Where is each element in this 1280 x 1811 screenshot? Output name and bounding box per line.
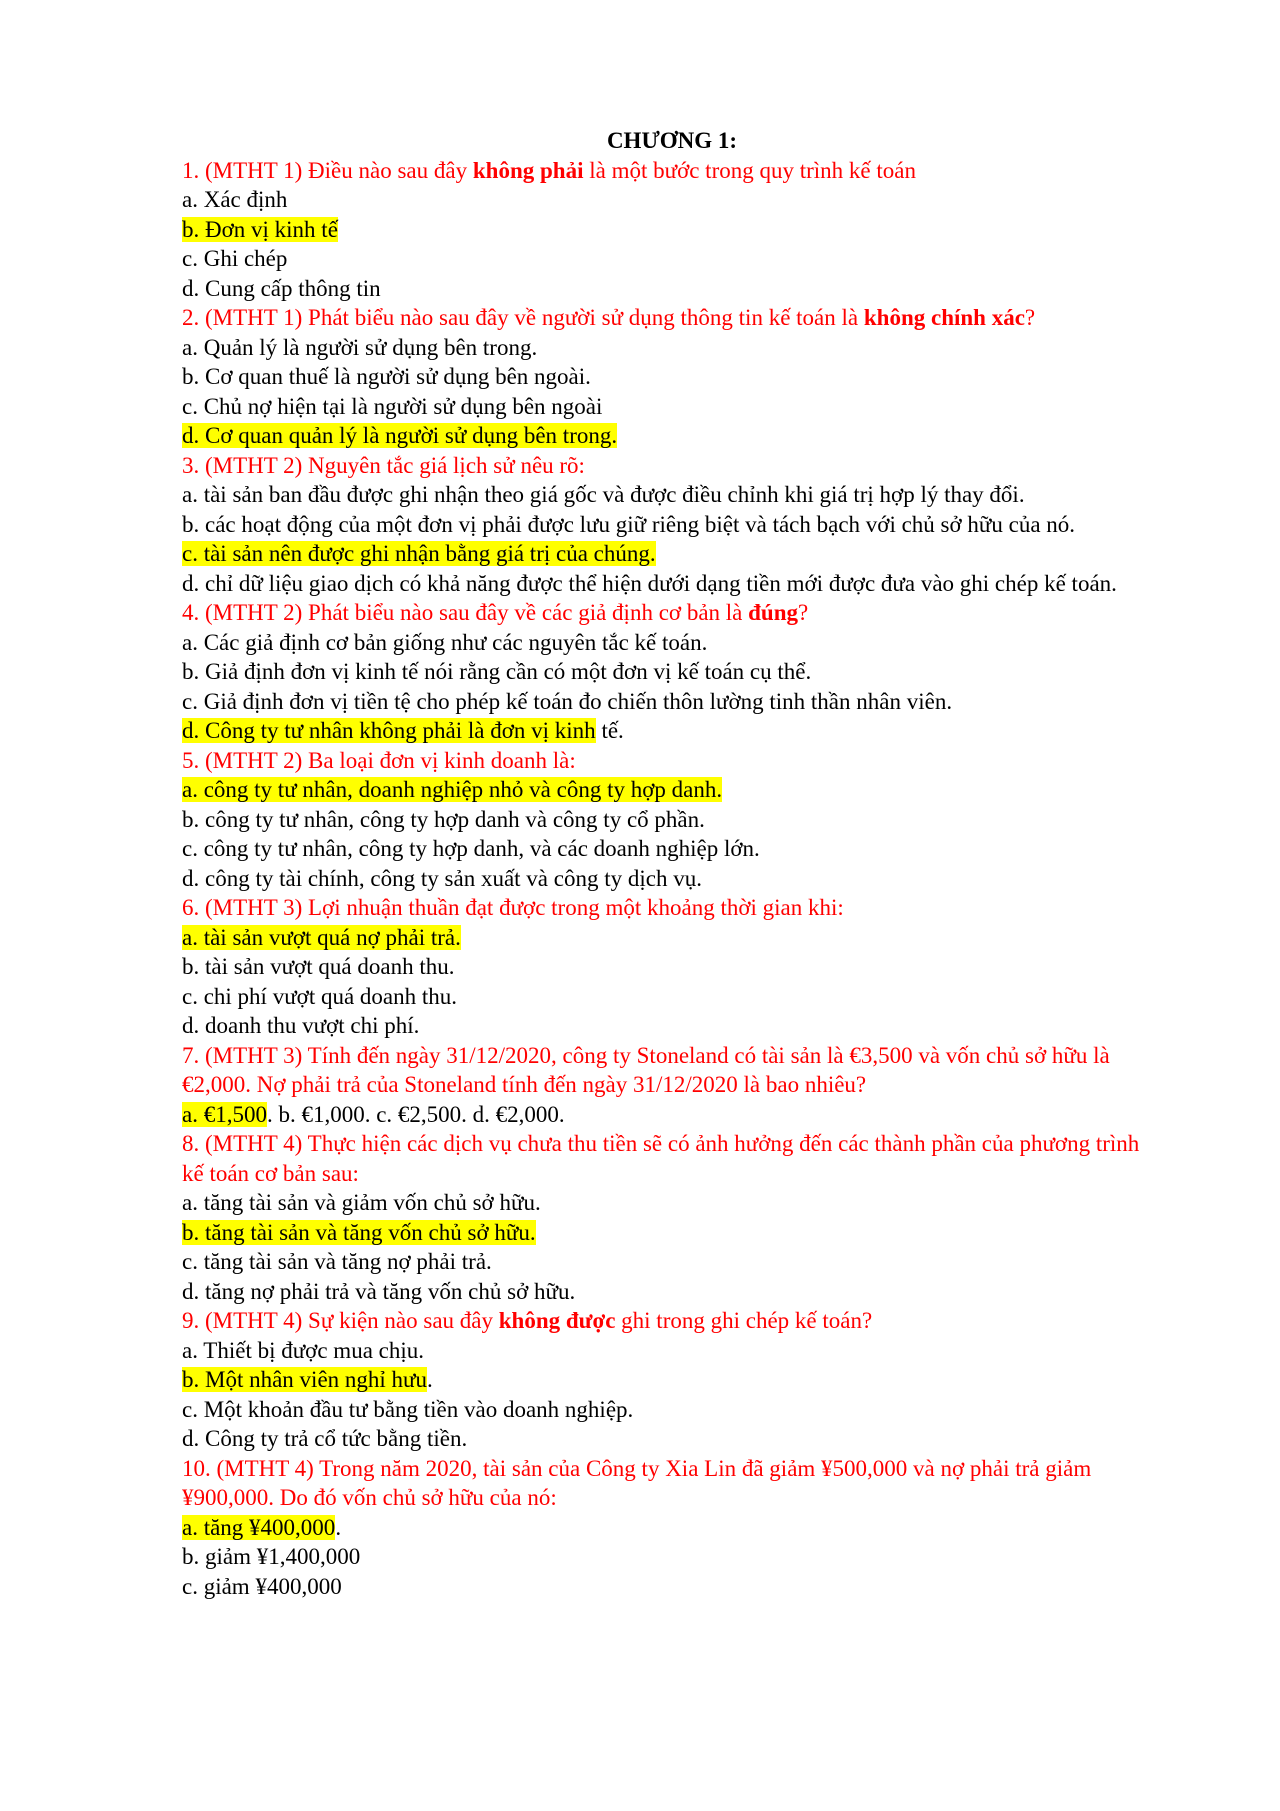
highlighted-answer: d. Công ty tư nhân không phải là đơn vị kinh (182, 718, 596, 743)
highlighted-answer: c. tài sản nên được ghi nhận bằng giá trị của chúng. (182, 541, 656, 566)
option-text: . b. €1,000. c. €2,500. d. €2,000. (266, 1101, 565, 1127)
question-emphasis: không chính xác (863, 305, 1025, 330)
question-emphasis: không phải (472, 157, 584, 183)
option-3b: b. các hoạt động của một đơn vị phải được lưu giữ riêng biệt và tách bạch với chủ sở hữu của nó. (182, 511, 1076, 537)
option-9c: c. Một khoản đầu tư bằng tiền vào doanh nghiệp. (182, 1396, 634, 1422)
question-5: 5. (MTHT 2) Ba loại đơn vị kinh doanh là: (182, 747, 576, 773)
option-5d: d. công ty tài chính, công ty sản xuất và công ty dịch vụ. (182, 865, 702, 891)
question-6: 6. (MTHT 3) Lợi nhuận thuần đạt được trong một khoảng thời gian khi: (182, 895, 844, 920)
question-text: ghi trong ghi chép kế toán? (615, 1308, 873, 1333)
option-text: . (427, 1367, 433, 1392)
highlighted-answer: a. €1,500 (182, 1101, 267, 1127)
question-text: là một bước trong quy trình kế toán (583, 157, 916, 183)
question-2 (182, 303, 1162, 333)
option-10c: c. giảm ¥400,000 (182, 1573, 342, 1599)
question-8: 8. (MTHT 4) Thực hiện các dịch vụ chưa thu tiền sẽ có ảnh hưởng đến các thành phần của phương trình kế toán cơ bản sau: (182, 1131, 1140, 1186)
document-content (182, 126, 1162, 1601)
question-text: ? (798, 600, 809, 625)
question-text: 2. (MTHT 1) Phát biểu nào sau đây về người sử dụng thông tin kế toán là (182, 305, 864, 330)
option-3c (182, 539, 1162, 569)
highlighted-answer: a. tăng ¥400,000 (182, 1514, 336, 1540)
option-3a: a. tài sản ban đầu được ghi nhận theo giá gốc và được điều chỉnh khi giá trị hợp lý thay đổi. (182, 482, 1025, 507)
option-1a: a. Xác định (182, 187, 288, 212)
option-2d (182, 421, 1162, 451)
option-6d: d. doanh thu vượt chi phí. (182, 1013, 420, 1038)
option-4c: c. Giả định đơn vị tiền tệ cho phép kế toán đo chiến thôn lường tinh thần nhân viên. (182, 688, 953, 714)
option-2b: b. Cơ quan thuế là người sử dụng bên ngoài. (182, 364, 591, 389)
option-5c: c. công ty tư nhân, công ty hợp danh, và các doanh nghiệp lớn. (182, 836, 760, 861)
question-7: 7. (MTHT 3) Tính đến ngày 31/12/2020, công ty Stoneland có tài sản là €3,500 và vốn chủ sở hữu là €2,000. Nợ phải trả của Stoneland tính đến ngày 31/12/2020 là bao nhiêu? (182, 1042, 1110, 1097)
question-text: 4. (MTHT 2) Phát biểu nào sau đây về các giả định cơ bản là (182, 600, 749, 625)
question-text: 9. (MTHT 4) Sự kiện nào sau đây (182, 1308, 499, 1333)
option-8d: d. tăng nợ phải trả và tăng vốn chủ sở hữu. (182, 1278, 576, 1304)
option-10b: b. giảm ¥1,400,000 (182, 1544, 361, 1569)
option-9d: d. Công ty trả cổ tức bằng tiền. (182, 1426, 468, 1451)
option-4b: b. Giả định đơn vị kinh tế nói rằng cần có một đơn vị kế toán cụ thể. (182, 659, 812, 684)
highlighted-answer: d. Cơ quan quản lý là người sử dụng bên trong. (182, 423, 618, 448)
question-text: 1. (MTHT 1) Điều nào sau đây (182, 157, 473, 183)
option-4a: a. Các giả định cơ bản giống như các nguyên tắc kế toán. (182, 629, 708, 655)
option-8a: a. tăng tài sản và giảm vốn chủ sở hữu. (182, 1190, 541, 1215)
chapter-title: CHƯƠNG 1: (606, 128, 738, 153)
highlighted-answer: b. tăng tài sản và tăng vốn chủ sở hữu. (182, 1219, 536, 1245)
highlighted-answer: a. công ty tư nhân, doanh nghiệp nhỏ và công ty hợp danh. (182, 777, 723, 802)
option-text: tế. (595, 718, 624, 743)
option-6b: b. tài sản vượt quá doanh thu. (182, 954, 455, 979)
highlighted-answer: a. tài sản vượt quá nợ phải trả. (182, 924, 461, 950)
option-3d: d. chỉ dữ liệu giao dịch có khả năng được thể hiện dưới dạng tiền mới được đưa vào ghi chép kế toán. (182, 570, 1117, 596)
option-9a: a. Thiết bị được mua chịu. (182, 1337, 425, 1363)
option-5a (182, 775, 1162, 805)
option-6c: c. chi phí vượt quá doanh thu. (182, 983, 458, 1009)
option-1c: c. Ghi chép (182, 246, 288, 271)
option-1d: d. Cung cấp thông tin (182, 275, 381, 301)
option-2c: c. Chủ nợ hiện tại là người sử dụng bên ngoài (182, 393, 603, 419)
options-7 (182, 1100, 1162, 1130)
question-emphasis: đúng (748, 600, 799, 625)
question-9 (182, 1306, 1162, 1336)
option-text: . (335, 1514, 342, 1540)
question-3: 3. (MTHT 2) Nguyên tắc giá lịch sử nêu rõ: (182, 452, 585, 478)
option-8c: c. tăng tài sản và tăng nợ phải trả. (182, 1249, 492, 1274)
option-8b (182, 1218, 1162, 1248)
question-emphasis: không được (498, 1308, 616, 1333)
option-4d (182, 716, 1162, 746)
question-4 (182, 598, 1162, 628)
option-2a: a. Quản lý là người sử dụng bên trong. (182, 334, 538, 360)
option-1b (182, 215, 1162, 245)
question-text: ? (1024, 305, 1036, 330)
highlighted-answer: b. Một nhân viên nghỉ hưu (182, 1367, 428, 1392)
option-5b: b. công ty tư nhân, công ty hợp danh và công ty cổ phần. (182, 806, 705, 832)
option-10a (182, 1513, 1162, 1543)
highlighted-answer: b. Đơn vị kinh tế (182, 216, 338, 242)
question-10: 10. (MTHT 4) Trong năm 2020, tài sản của Công ty Xia Lin đã giảm ¥500,000 và nợ phải trả giảm ¥900,000. Do đó vốn chủ sở hữu của nó: (182, 1455, 1092, 1510)
option-6a (182, 923, 1162, 953)
option-9b (182, 1365, 1162, 1395)
question-1 (182, 156, 1162, 186)
